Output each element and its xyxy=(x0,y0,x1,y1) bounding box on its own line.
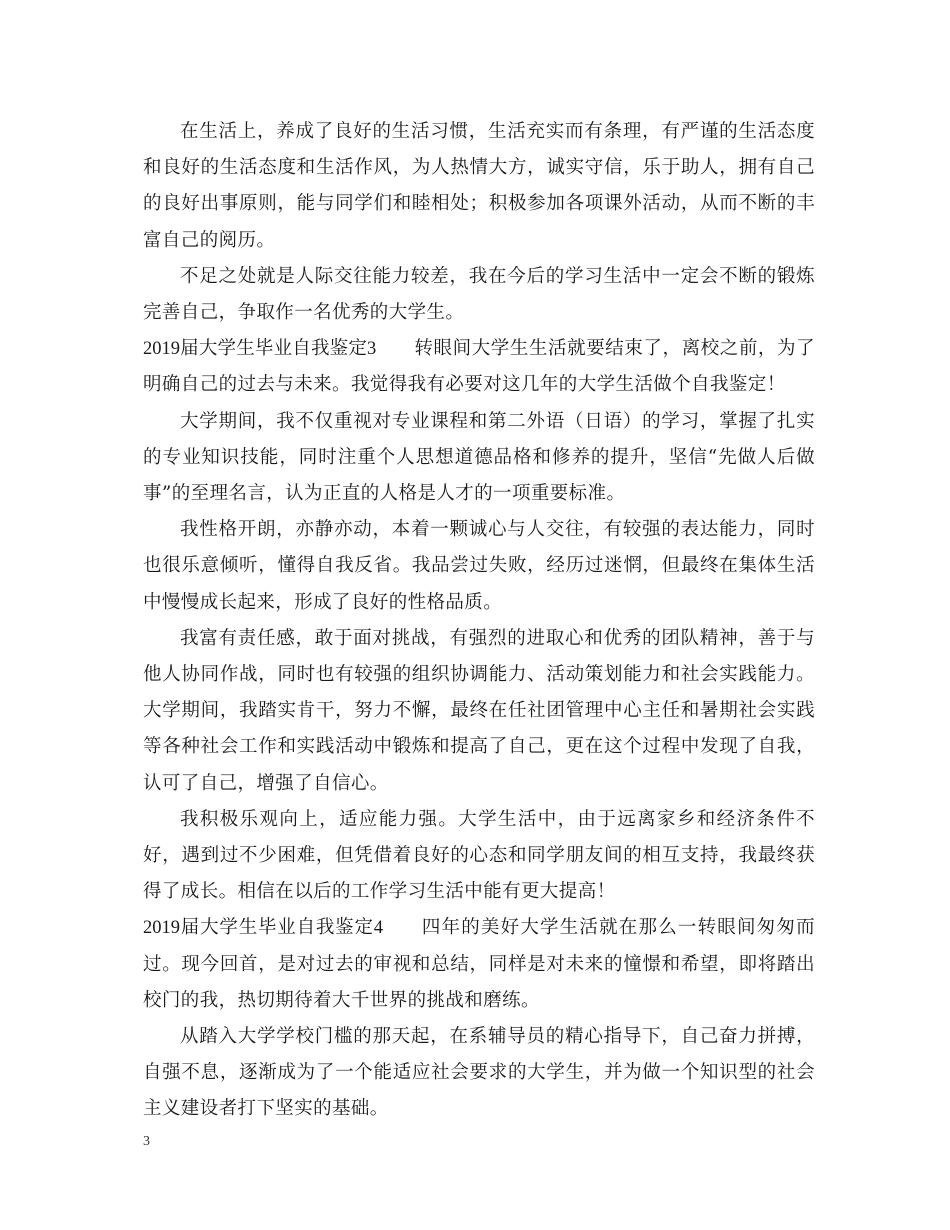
paragraph-study: 大学期间，我不仅重视对专业课程和第二外语（日语）的学习，掌握了扎实的专业知识技能，同时注重个人思想道德品格和修养的提升，坚信“先做人后做事”的至理名言，认为正直的人格是人才的一项重要标准。 xyxy=(143,410,815,505)
section-4-title: 2019届大学生毕业自我鉴定4 xyxy=(143,918,384,939)
section-3-title: 2019届大学生毕业自我鉴定3 xyxy=(143,339,377,360)
paragraph-growth: 从踏入大学学校门槛的那天起，在系辅导员的精心指导下，自己奋力拼搏，自强不息，逐渐成为了一个能适应社会要求的大学生，并为做一个知识型的社会主义建设者打下坚实的基础。 xyxy=(143,1026,815,1120)
section-4-intro: 四年的美好大学生活就在那么一转眼间匆匆而过。现今回首，是对过去的审视和总结，同样是对未来的憧憬和希望，即将踏出校门的我，热切期待着大千世界的挑战和磨练。 xyxy=(143,917,815,1011)
paragraph-personality: 我性格开朗，亦静亦动，本着一颗诚心与人交往，有较强的表达能力，同时也很乐意倾听，懂得自我反省。我品尝过失败，经历过迷惘，但最终在集体生活中慢慢成长起来，形成了良好的性格品质。 xyxy=(143,519,815,613)
section-3-intro: 转眼间大学生生活就要结束了，离校之前，为了明确自己的过去与未来。我觉得我有必要对这几年的大学生活做个自我鉴定！ xyxy=(143,338,815,396)
section-4-paragraph xyxy=(143,910,815,1019)
page-number: 3 xyxy=(143,1134,150,1149)
paragraph-optimism: 我积极乐观向上，适应能力强。大学生活中，由于远离家乡和经济条件不好，遇到过不少困难，但凭借着良好的心态和同学朋友间的相互支持，我最终获得了成长。相信在以后的工作学习生活中能有更大提高！ xyxy=(143,808,815,903)
paragraph-life: 在生活上，养成了良好的生活习惯，生活充实而有条理，有严谨的生活态度和良好的生活态度和生活作风，为人热情大方，诚实守信，乐于助人，拥有自己的良好出事原则，能与同学们和睦相处；积极参加各项课外活动，从而不断的丰富自己的阅历。 xyxy=(143,121,815,251)
paragraph-responsibility: 我富有责任感，敢于面对挑战，有强烈的进取心和优秀的团队精神，善于与他人协同作战，同时也有较强的组织协调能力、活动策划能力和社会实践能力。大学期间，我踏实肯干，努力不懈，最终在任社团管理中心主任和暑期社会实践等各种社会工作和实践活动中锻炼和提高了自己，更在这个过程中发现了自我，认可了自己，增强了自信心。 xyxy=(143,627,815,794)
section-3-paragraph xyxy=(143,331,815,403)
document-body xyxy=(143,114,815,1128)
paragraph-shortcoming: 不足之处就是人际交往能力较差，我在今后的学习生活中一定会不断的锻炼完善自己，争取作一名优秀的大学生。 xyxy=(143,265,815,324)
